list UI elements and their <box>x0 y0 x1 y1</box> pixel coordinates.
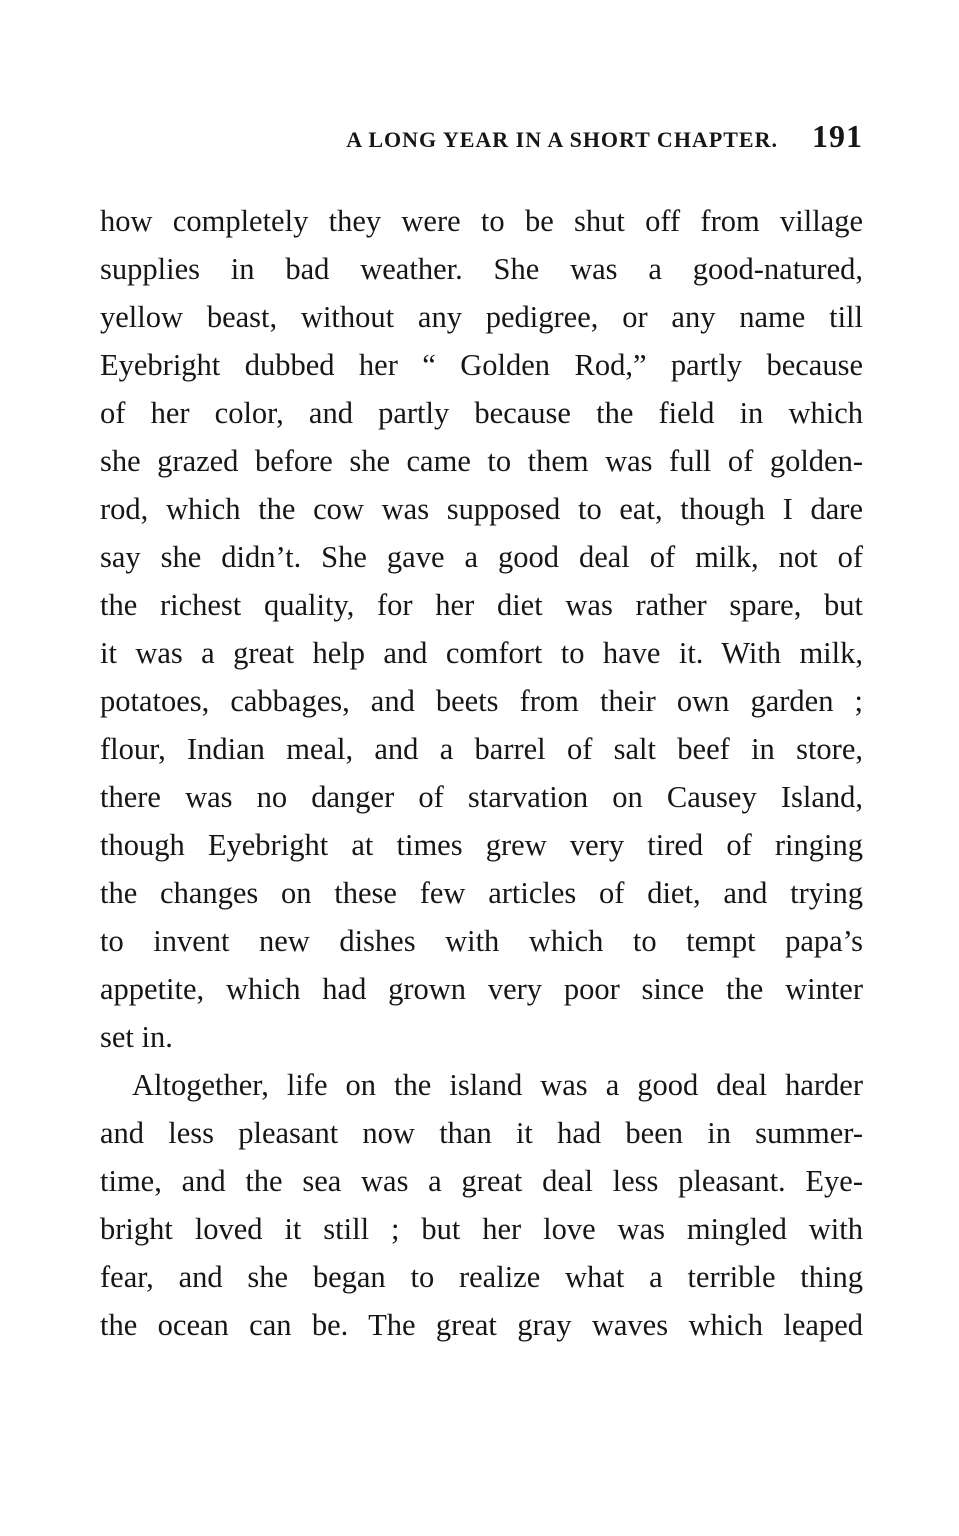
text-line: of her color, and partly because the field in which <box>100 396 863 430</box>
text-line: bright loved it still ; but her love was mingled with <box>100 1212 863 1246</box>
running-header <box>100 118 863 162</box>
text-line: and less pleasant now than it had been in summer- <box>100 1116 863 1150</box>
text-line: the richest quality, for her diet was rather spare, but <box>100 588 863 622</box>
text-line: time, and the sea was a great deal less pleasant. Eye- <box>100 1164 863 1198</box>
text-line: though Eyebright at times grew very tired of ringing <box>100 828 863 862</box>
text-line: the ocean can be. The great gray waves which leaped <box>100 1308 863 1342</box>
paragraph <box>100 1061 863 1349</box>
text-line: rod, which the cow was supposed to eat, though I dare <box>100 492 863 526</box>
paragraph <box>100 197 863 1061</box>
text-line: the changes on these few articles of diet, and trying <box>100 876 863 910</box>
text-line: to invent new dishes with which to tempt papa’s <box>100 924 863 958</box>
text-line: Altogether, life on the island was a good deal harder <box>132 1068 863 1102</box>
text-line: appetite, which had grown very poor since the winter <box>100 972 863 1006</box>
text-line: she grazed before she came to them was full of golden- <box>100 444 863 478</box>
text-line: supplies in bad weather. She was a good-natured, <box>100 252 863 286</box>
text-line: yellow beast, without any pedigree, or any name till <box>100 300 863 334</box>
text-line: how completely they were to be shut off from village <box>100 204 863 238</box>
text-line: it was a great help and comfort to have it. With milk, <box>100 636 863 670</box>
text-line: fear, and she began to realize what a terrible thing <box>100 1260 863 1294</box>
text-line: set in. <box>100 1020 173 1054</box>
text-line: Eyebright dubbed her “ Golden Rod,” partly because <box>100 348 863 382</box>
page-number: 191 <box>812 118 863 154</box>
text-line: potatoes, cabbages, and beets from their own garden ; <box>100 684 863 718</box>
text-line: flour, Indian meal, and a barrel of salt beef in store, <box>100 732 863 766</box>
text-line: there was no danger of starvation on Causey Island, <box>100 780 863 814</box>
text-line: say she didn’t. She gave a good deal of milk, not of <box>100 540 863 574</box>
body-text <box>100 197 863 1349</box>
running-title: A LONG YEAR IN A SHORT CHAPTER. <box>346 127 778 152</box>
